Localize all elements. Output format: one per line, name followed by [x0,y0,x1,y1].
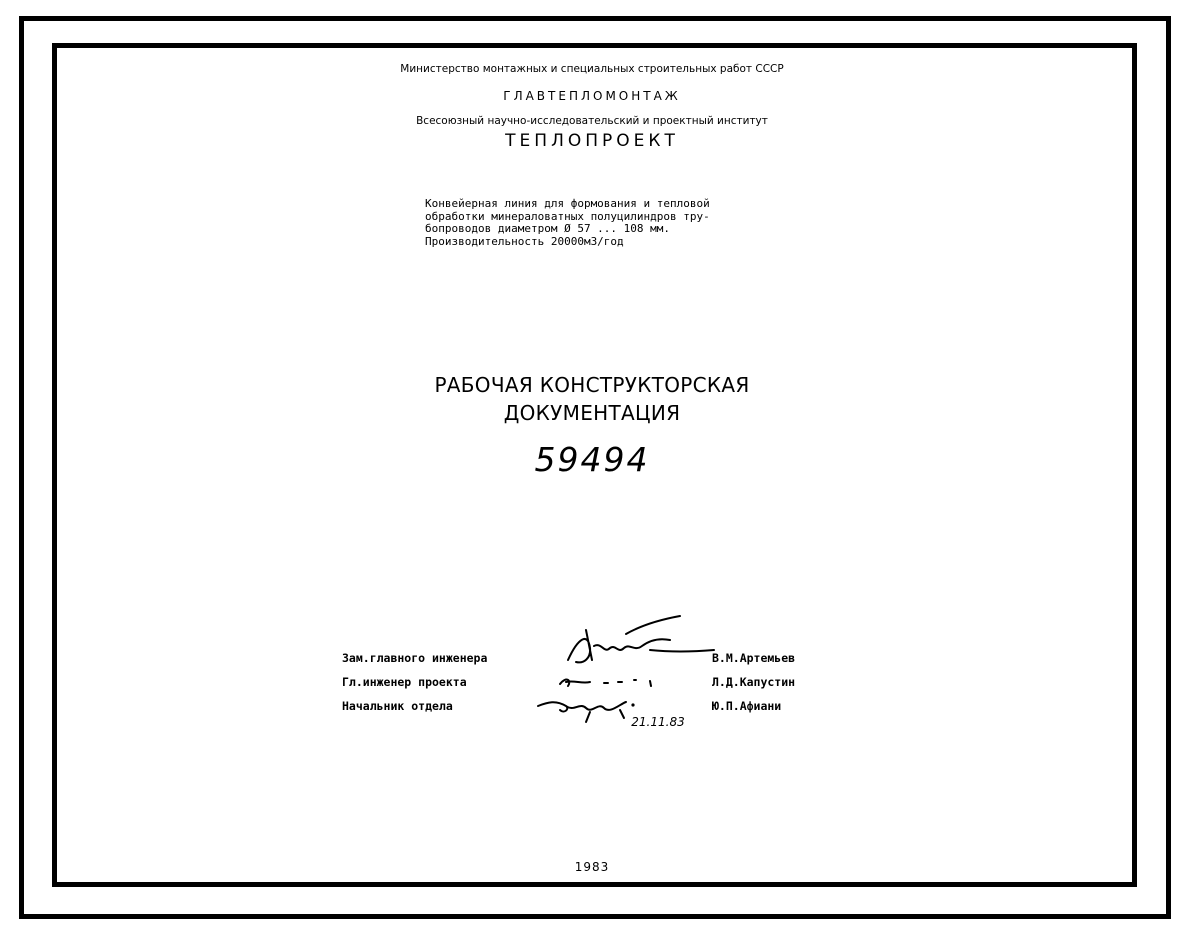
publication-year: 1983 [574,860,610,874]
signatory-name: Ю.П.Афиани [712,699,782,713]
description-line-2: обработки минераловатных полуцилиндров тру- [425,209,710,223]
document-title-line-1: РАБОЧАЯ КОНСТРУКТОРСКАЯ [434,373,750,397]
description-line-3: бопроводов диаметром Ø 57 ... 108 мм. [425,222,671,235]
document-title [0,371,1184,427]
signatory-role: Гл.инженер проекта [342,675,467,689]
institute-name: Всесоюзный научно-исследовательский и проектный институт [416,115,768,127]
ministry-name: Министерство монтажных и специальных строительных работ СССР [400,63,784,75]
description-line-4: Производительность 20000м3/год [425,234,624,248]
signatory-row [342,699,822,715]
document-title-line-2: ДОКУМЕНТАЦИЯ [503,401,681,425]
signatory-role: Начальник отдела [342,699,453,713]
signatory-row [342,675,822,691]
signature-date: 21.11.83 [631,715,685,729]
description-line-1: Конвейерная линия для формования и тепловой [425,197,710,210]
glavteplomontazh-title: ГЛАВТЕПЛОМОНТАЖ [503,89,681,103]
signatory-name: В.М.Артемьев [712,651,796,665]
teploproekt-title: ТЕПЛОПРОЕКТ [505,131,679,151]
project-description [425,198,710,248]
signatory-name: Л.Д.Капустин [712,675,796,689]
signatory-row [342,651,822,667]
document-number: 59494 [534,440,650,479]
signatory-role: Зам.главного инженера [342,651,488,665]
